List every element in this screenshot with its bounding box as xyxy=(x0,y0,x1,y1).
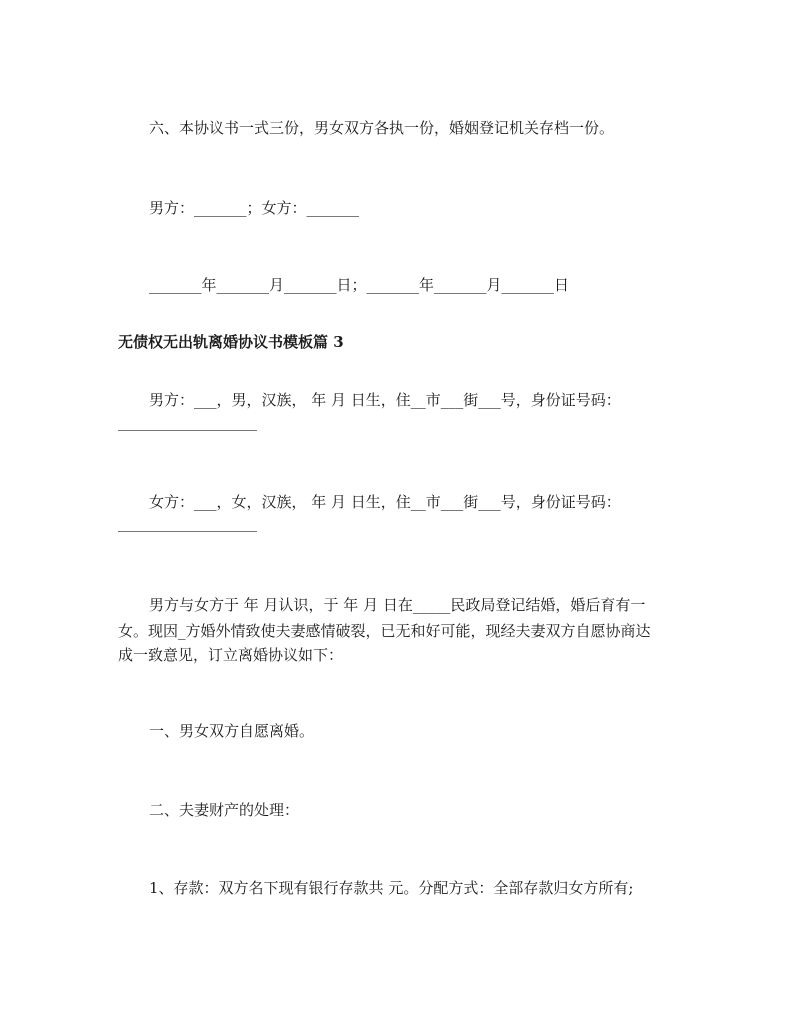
male-party-info: 男方：___，男，汉族， 年 月 日生，住__市___街___号，身份证号码： xyxy=(149,391,621,409)
clause-six: 六、本协议书一式三份，男女双方各执一份，婚姻登记机关存档一份。 xyxy=(149,119,615,137)
female-id-blank xyxy=(118,531,257,532)
signature-line: 男方：_______；女方：_______ xyxy=(149,199,360,217)
intro-paragraph-line-2: 女。现因_方婚外情致使夫妻感情破裂，已无和好可能，现经夫妻双方自愿协商达 xyxy=(118,622,651,640)
intro-paragraph-line-3: 成一致意见，订立离婚协议如下： xyxy=(118,646,344,664)
intro-paragraph-line-1: 男方与女方于 年 月认识，于 年 月 日在_____民政局登记结婚，婚后育有一 xyxy=(149,596,646,614)
female-party-info: 女方：___，女，汉族， 年 月 日生，住__市___街___号，身份证号码： xyxy=(149,493,621,511)
clause-two: 二、夫妻财产的处理： xyxy=(149,801,300,819)
section-title: 无债权无出轨离婚协议书模板篇 3 xyxy=(118,333,344,351)
date-line: _______年_______月_______日；_______年_______月_______日 xyxy=(149,276,570,294)
male-id-blank xyxy=(118,430,257,431)
item-savings: 1、存款：双方名下现有银行存款共 元。分配方式：全部存款归女方所有; xyxy=(149,879,634,897)
clause-one: 一、男女双方自愿离婚。 xyxy=(149,722,315,740)
